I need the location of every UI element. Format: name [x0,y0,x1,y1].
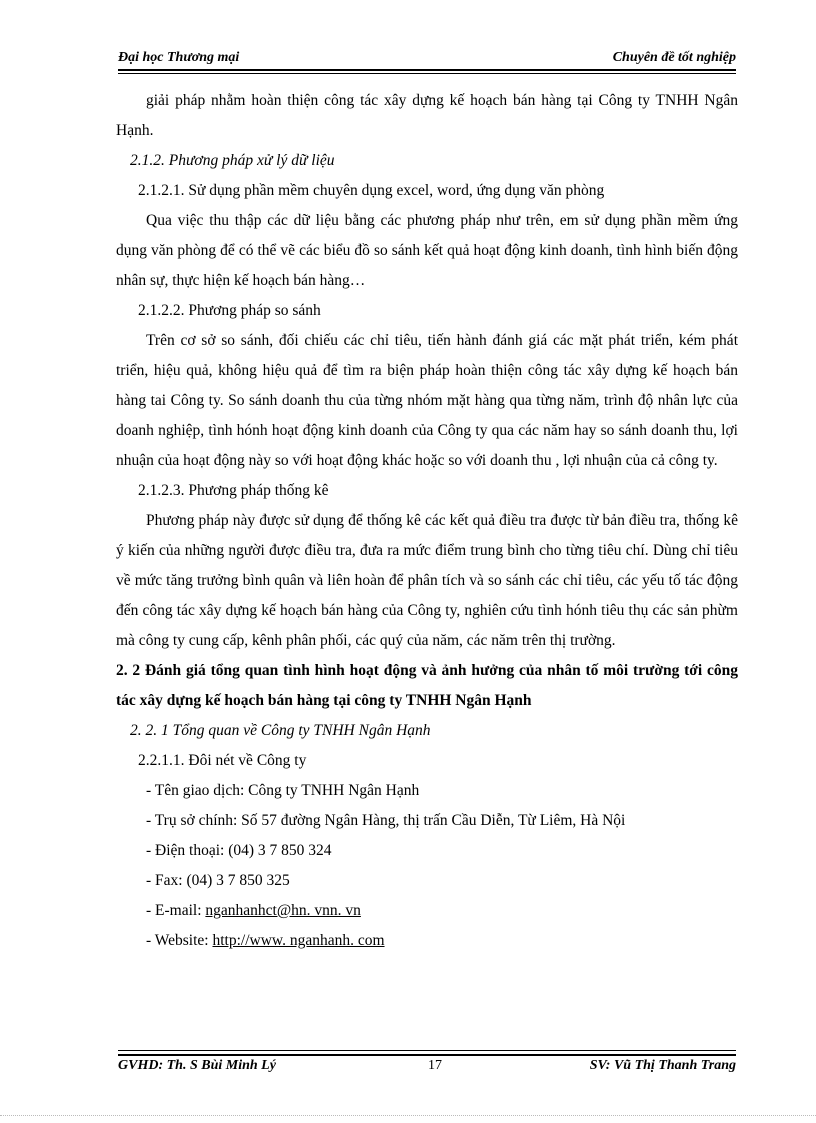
paragraph-intro: giải pháp nhằm hoàn thiện công tác xây dựng kế hoạch bán hàng tại Công ty TNHH Ngân Hạnh. [116,92,738,139]
page-footer [118,1058,736,1078]
page-number: 17 [428,1058,442,1073]
company-phone: - Điện thoại: (04) 3 7 850 324 [146,842,332,859]
header-university: Đại học Thương mại [118,50,240,65]
company-fax: - Fax: (04) 3 7 850 325 [146,872,290,889]
company-name: - Tên giao dịch: Công ty TNHH Ngân Hạnh [146,782,420,799]
footer-rule-thin [118,1050,736,1051]
header-thesis-type: Chuyên đề tốt nghiệp [612,50,736,65]
website-link[interactable]: http://www. nganhanh. com [212,932,385,949]
paragraph-office-software: Qua việc thu thập các dữ liệu bằng các phương pháp như trên, em sử dụng phần mềm ứng dụng văn phòng để có thể vẽ các biểu đồ so sánh kết quả hoạt động kinh doanh, tình hình biến động nhân sự, thực hiện kế hoạch bán hàng… [116,212,738,289]
company-website-line [116,926,738,956]
page-edge [0,1115,816,1116]
heading-2-1-2: 2.1.2. Phương pháp xử lý dữ liệu [130,152,335,169]
header-rule [118,69,736,71]
paragraph-statistics: Phương pháp này được sử dụng để thống kê các kết quả điều tra được từ bản điều tra, thống kê ý kiến của những người được điều tra, đưa ra mức điểm trung bình cho từng tiêu chí. Dùng chỉ tiêu về mức tăng trưởng bình quân và liên hoàn để phân tích và so sánh các chỉ tiêu, các yếu tố tác động đến công tác xây dựng kế hoạch bán hàng của Công ty, nghiên cứu tình hónh tiêu thụ các sản phừm mà công ty cung cấp, kênh phân phối, các quý của năm, các năm trên thị trường. [116,512,738,649]
footer-rule [118,1054,736,1056]
heading-2-1-2-1: 2.1.2.1. Sử dụng phần mềm chuyên dụng excel, word, ứng dụng văn phòng [138,182,605,199]
heading-2-1-2-3: 2.1.2.3. Phương pháp thống kê [138,482,329,499]
company-email-line [116,896,738,926]
header-rule-thin [118,73,736,74]
paragraph-comparison: Trên cơ sở so sánh, đối chiếu các chỉ tiêu, tiến hành đánh giá các mặt phát triển, kém phát triển, hiệu quả, không hiệu quả để tìm ra biện pháp hoàn thiện công tác xây dựng kế hoạch bán hàng tai Công ty. So sánh doanh thu của từng nhóm mặt hàng qua từng năm, trình độ nhân lực của doanh nghiệp, tình hónh hoạt động kinh doanh của Công ty qua các năm hay so sánh doanh thu, lợi nhuận của hoạt động này so với hoạt động khác hoặc so với doanh thu , lợi nhuận của cả công ty. [116,332,738,469]
heading-2-2-1-1: 2.2.1.1. Đôi nét về Công ty [138,752,307,769]
heading-2-1-2-2: 2.1.2.2. Phương pháp so sánh [138,302,321,319]
footer-supervisor: GVHD: Th. S Bùi Minh Lý [118,1058,276,1073]
footer-student: SV: Vũ Thị Thanh Trang [589,1058,736,1073]
email-label: - E-mail: [146,902,206,919]
email-link[interactable]: nganhanhct@hn. vnn. vn [205,902,361,919]
heading-2-2-1: 2. 2. 1 Tổng quan về Công ty TNHH Ngân Hạnh [130,722,431,739]
company-address: - Trụ sở chính: Số 57 đường Ngân Hàng, thị trấn Cầu Diễn, Từ Liêm, Hà Nội [146,812,626,829]
page-body [116,86,738,956]
page-header [118,50,736,70]
heading-2-2: 2. 2 Đánh giá tổng quan tình hình hoạt động và ảnh hưởng của nhân tố môi trường tới công tác xây dựng kế hoạch bán hàng tại công ty TNHH Ngân Hạnh [116,662,738,709]
website-label: - Website: [146,932,213,949]
